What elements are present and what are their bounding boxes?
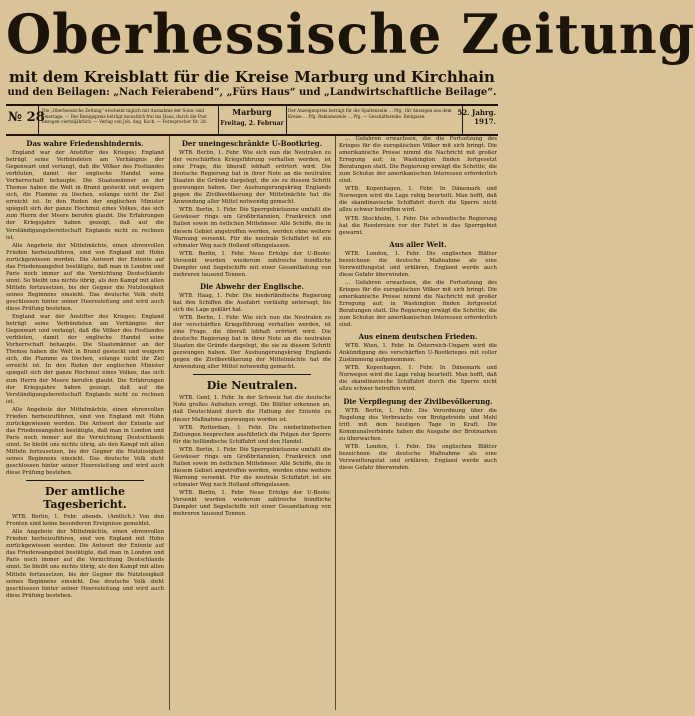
issue-date: Freitag, 2. Februar: [220, 120, 284, 127]
article-headline: Der amtliche Tagesbericht.: [43, 485, 127, 512]
issue-number: № 28: [8, 110, 45, 125]
article-paragraph: WTB. Berlin, 1. Febr. Neue Erfolge der U-Boote: Versenkt wurden wiederum zahlreiche feindliche Dampfer und Segelschiffe mit einer Gesamtladung von mehreren tausend Tonnen.: [173, 489, 331, 518]
article-subheadline: Die Abwehr der Englische.: [200, 281, 304, 291]
article-paragraph: … Gefahren erwachsen, die die Fortsetzung des Krieges für die europäischen Völker mit sich bringt. Die amerikanische Presse nimmt die Nachricht mit großer Erregung auf; in Washington finden fortgesetzt Beratungen statt. Die Regierung erwägt die Schritte, die zum Schutze der amerikanischen Interessen erforderlich sind.: [339, 279, 497, 329]
column-divider: [335, 136, 336, 710]
article-paragraph: Alle Angebote der Mittelmächte, einen ehrenvollen Frieden herbeizuführen, sind von England mit Hohn zurückgewiesen worden. Die Antwort der Entente auf das Friedensangebot bestätigte, daß man in London und Paris noch immer auf die Vernichtung Deutschlands sinnt. So bleibt uns nichts übrig, als den Kampf mit allen Mitteln fortzusetzen, bis der Gegner die Nutzlosigkeit seines Beginnens einsieht. Das deutsche Volk steht geschlossen hinter seiner Heeresleitung und wird auch diese Prüfung bestehen.: [6, 406, 164, 477]
section-rule: [193, 374, 311, 375]
column-divider: [169, 136, 170, 710]
article-paragraph: WTB. Haag, 1. Febr. Die niederländische Regierung hat den Schiffen die Ausfahrt vorläufig untersagt, bis sich die Lage geklärt hat.: [173, 292, 331, 313]
article-paragraph: Alle Angebote der Mittelmächte, einen ehrenvollen Frieden herbeizuführen, sind von England mit Hohn zurückgewiesen worden. Die Antwort der Entente auf das Friedensangebot bestätigte, daß man in London und Paris noch immer auf die Vernichtung Deutschlands sinnt. So bleibt uns nichts übrig, als den Kampf mit allen Mitteln fortzusetzen, bis der Gegner die Nutzlosigkeit seines Beginnens einsieht. Das deutsche Volk steht geschlossen hinter seiner Heeresleitung und wird auch diese Prüfung bestehen.: [6, 242, 164, 313]
year-label: 1917.: [474, 117, 496, 126]
article-paragraph: WTB. London, 1. Febr. Die englischen Blätter bezeichnen die deutsche Maßnahme als eine Verzweiflungstat und erklären, England werde auch diese Gefahr überwinden.: [339, 443, 497, 471]
article-paragraph: Alle Angebote der Mittelmächte, einen ehrenvollen Frieden herbeizuführen, sind von England mit Hohn zurückgewiesen worden. Die Antwort der Entente auf das Friedensangebot bestätigte, daß man in London und Paris noch immer auf die Vernichtung Deutschlands sinnt. So bleibt uns nichts übrig, als den Kampf mit allen Mitteln fortzusetzen, bis der Gegner die Nutzlosigkeit seines Beginnens einsieht. Das deutsche Volk steht geschlossen hinter seiner Heeresleitung und wird auch diese Prüfung bestehen.: [6, 529, 164, 599]
article-paragraph: WTB. Berlin, 1. Febr. Wie sich nun die Neutralen zu der verschärften Kriegsführung verhalten werden, ist eine Frage, die überall lebhaft erörtert wird. Die deutsche Regierung hat in ihrer Note an die neutralen Staaten die Gründe dargelegt, die sie zu diesem Schritt gezwungen haben. Der Aushungerungskrieg Englands gegen die Zivilbevölkerung der Mittelmächte hat die Anwendung aller Mittel notwendig gemacht.: [173, 150, 331, 206]
section-rule: [26, 480, 144, 481]
masthead-title: Oberhessische Zeitung: [6, 2, 695, 67]
article-headline: Aus aller Welt.: [389, 239, 447, 249]
article-paragraph: WTB. Kopenhagen, 1. Febr. In Dänemark und Norwegen wird die Lage ruhig beurteilt. Man hofft, daß die skandinavische Schiffahrt durch die Sperre nicht allzu schwer betroffen wird.: [339, 186, 497, 214]
issue-place: Marburg: [232, 107, 272, 117]
article-paragraph: WTB. Stockholm, 1. Febr. Die schwedische Regierung hat die Reedereien vor der Fahrt in das Sperrgebiet gewarnt.: [339, 215, 497, 236]
masthead-supplements: und den Beilagen: „Nach Feierabend“, „Fürs Haus“ und „Landwirtschaftliche Beilage“.: [7, 87, 497, 98]
header-divider: [38, 106, 39, 134]
article-subheadline: Aus einem deutschen Frieden.: [358, 332, 478, 342]
header-divider: [218, 106, 219, 134]
article-paragraph: England war der Anstifter des Krieges; England betrügt seine Verbündeten am Verhängnis der Gegenwart und verlangt, daß die Völker des Festlandes verbluten, damit der englische Handel seine Vorherrschaft behaupte. Die Staatsmänner an der Themse haben die Welt in Brand gesteckt und weigern sich, die Flamme zu löschen, solange nicht ihr Ziel erreicht ist. In den Reden der englischen Minister spiegelt sich der ganze Hochmut eines Volkes, das sich zum Herrn der Meere berufen glaubt. Die Erfahrungen der Kriegsjahre haben gezeigt, daß auf die Verständigungsbereitschaft Englands nicht zu rechnen ist.: [6, 314, 164, 405]
volume-label: 52. Jahrg.: [457, 108, 496, 117]
newspaper-page: [6, 2, 695, 712]
advertising-info: Der Anzeigenpreis beträgt für die Spaltenzeile … Pfg., für Anzeigen aus dem Kreise … Pfg. Reklamezeile … Pfg. — Geschäftsstelle: Reitgasse.: [288, 108, 452, 119]
column-right: [339, 136, 497, 710]
article-paragraph: WTB. Genf, 1. Febr. In der Schweiz hat die deutsche Note großes Aufsehen erregt. Die Blätter erkennen an, daß Deutschland durch die Haltung der Entente zu dieser Maßnahme gezwungen worden ist.: [173, 395, 331, 423]
issue-header-bar: [6, 104, 498, 136]
article-paragraph: WTB. Rotterdam, 1. Febr. Die niederländischen Zeitungen besprechen ausführlich die Folgen der Sperre für die holländische Schiffahrt und den Handel.: [173, 424, 331, 445]
year-volume: [457, 108, 496, 126]
article-headline: Der uneingeschränkte U-Bootkrieg.: [181, 139, 323, 148]
subscription-info: Die „Oberhessische Zeitung“ erscheint täglich mit Ausnahme der Sonn- und Feiertage. — Der Bezugspreis beträgt monatlich frei ins Haus, durch die Post bezogen vierteljährlich. — Verlag von Joh. Aug. Koch. — Fernsprecher Nr. 28.: [42, 108, 207, 125]
article-paragraph: WTB. Wien, 1. Febr. In Österreich-Ungarn wird die Ankündigung des verschärften U-Bootkrieges mit voller Zustimmung aufgenommen.: [339, 343, 497, 364]
column-middle: [173, 136, 331, 710]
masthead-subtitle: mit dem Kreisblatt für die Kreise Marburg und Kirchhain: [9, 68, 495, 86]
header-divider: [286, 106, 287, 134]
article-paragraph: WTB. London, 1. Febr. Die englischen Blätter bezeichnen die deutsche Maßnahme als eine Verzweiflungstat und erklären, England werde auch diese Gefahr überwinden.: [339, 250, 497, 278]
article-paragraph: … Gefahren erwachsen, die die Fortsetzung des Krieges für die europäischen Völker mit sich bringt. Die amerikanische Presse nimmt die Nachricht mit großer Erregung auf; in Washington finden fortgesetzt Beratungen statt. Die Regierung erwägt die Schritte, die zum Schutze der amerikanischen Interessen erforderlich sind.: [339, 136, 497, 185]
article-paragraph: WTB. Kopenhagen, 1. Febr. In Dänemark und Norwegen wird die Lage ruhig beurteilt. Man hofft, daß die skandinavische Schiffahrt durch die Sperre nicht allzu schwer betroffen wird.: [339, 365, 497, 393]
article-paragraph: WTB. Berlin, 1. Febr. abends. (Amtlich.) Von den Fronten sind keine besonderen Ereignisse gemeldet.: [6, 514, 164, 528]
article-paragraph: WTB. Berlin, 1. Febr. Die Verordnung über die Regelung des Verbrauchs von Brotgetreide und Mehl tritt mit dem heutigen Tage in Kraft. Die Kommunalverbände haben die Ausgabe der Brotmarken zu überwachen.: [339, 407, 497, 442]
article-headline: Die Verpflegung der Zivilbevölkerung.: [343, 396, 493, 406]
article-paragraph: WTB. Berlin, 1. Febr. Die Sperrgebietszone umfaßt die Gewässer rings um Großbritannien, Frankreich und Italien sowie im östlichen Mittelmeer. Alle Schiffe, die in diesem Gebiet angetroffen werden, werden ohne weitere Warnung versenkt. Für die neutrale Schiffahrt ist ein schmaler Weg nach Holland offengelassen.: [173, 446, 331, 488]
article-headline: Das wahre Friedenshindernis.: [26, 139, 144, 148]
article-paragraph: England war der Anstifter des Krieges; England betrügt seine Verbündeten am Verhängnis der Gegenwart und verlangt, daß die Völker des Festlandes verbluten, damit der englische Handel seine Vorherrschaft behaupte. Die Staatsmänner an der Themse haben die Welt in Brand gesteckt und weigern sich, die Flamme zu löschen, solange nicht ihr Ziel erreicht ist. In den Reden der englischen Minister spiegelt sich der ganze Hochmut eines Volkes, das sich zum Herrn der Meere berufen glaubt. Die Erfahrungen der Kriegsjahre haben gezeigt, daß auf die Verständigungsbereitschaft Englands nicht zu rechnen ist.: [6, 150, 164, 241]
article-paragraph: WTB. Berlin, 1. Febr. Wie sich nun die Neutralen zu der verschärften Kriegsführung verhalten werden, ist eine Frage, die überall lebhaft erörtert wird. Die deutsche Regierung hat in ihrer Note an die neutralen Staaten die Gründe dargelegt, die sie zu diesem Schritt gezwungen haben. Der Aushungerungskrieg Englands gegen die Zivilbevölkerung der Mittelmächte hat die Anwendung aller Mittel notwendig gemacht.: [173, 314, 331, 371]
article-headline: Die Neutralen.: [206, 379, 298, 393]
article-paragraph: WTB. Berlin, 1. Febr. Die Sperrgebietszone umfaßt die Gewässer rings um Großbritannien, Frankreich und Italien sowie im östlichen Mittelmeer. Alle Schiffe, die in diesem Gebiet angetroffen werden, werden ohne weitere Warnung versenkt. Für die neutrale Schiffahrt ist ein schmaler Weg nach Holland offengelassen.: [173, 207, 331, 249]
column-left: [6, 136, 164, 710]
article-paragraph: WTB. Berlin, 1. Febr. Neue Erfolge der U-Boote: Versenkt wurden wiederum zahlreiche feindliche Dampfer und Segelschiffe mit einer Gesamtladung von mehreren tausend Tonnen.: [173, 250, 331, 278]
